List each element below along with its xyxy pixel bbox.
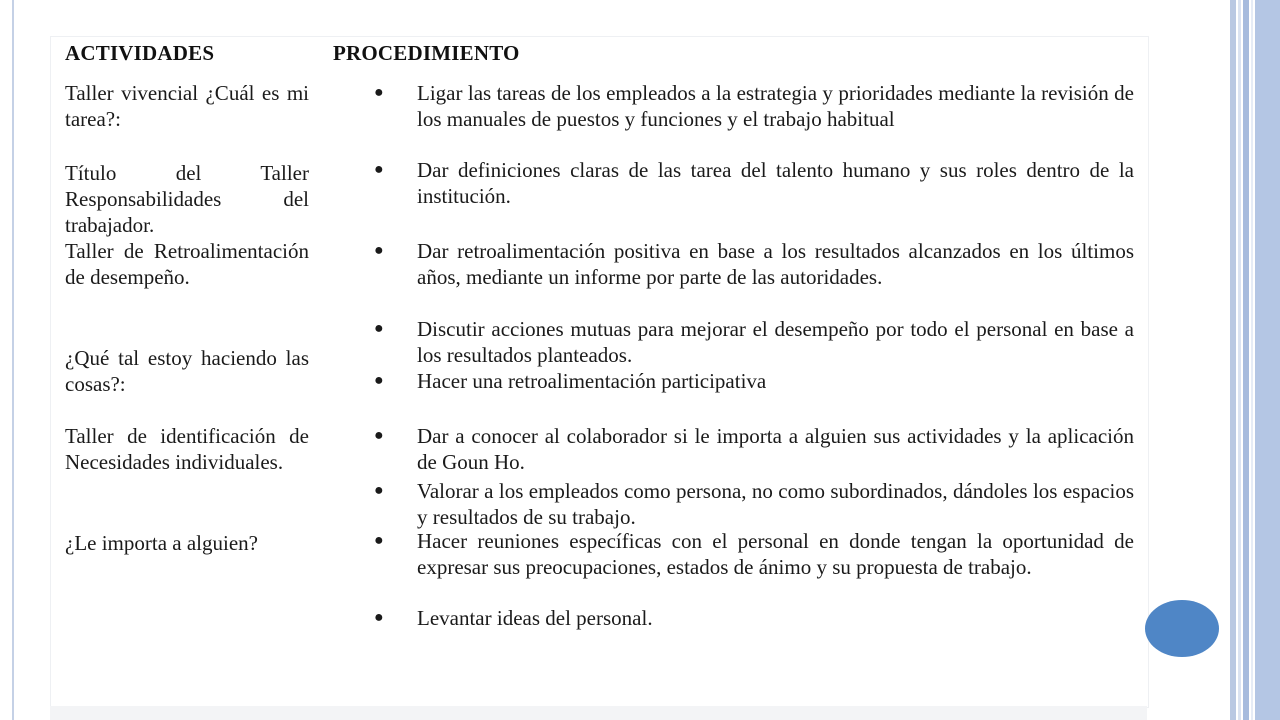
bullet-icon: ● [374, 372, 384, 389]
procedure-text: Dar retroalimentación positiva en base a los resultados alcanzados en los últimos años, mediante un informe por parte de las autoridades. [417, 239, 1134, 289]
bullet-icon: ● [374, 161, 384, 178]
procedure-text: Levantar ideas del personal. [417, 606, 653, 630]
header-procedure: PROCEDIMIENTO [333, 41, 520, 65]
bullet-icon: ● [374, 532, 384, 549]
document-bottom-shade [50, 706, 1147, 720]
slide-left-border [12, 0, 14, 720]
activity-item: Taller de Retroalimentación de desempeño. [65, 239, 309, 289]
bullet-icon: ● [374, 320, 384, 337]
procedure-text: Valorar a los empleados como persona, no como subordinados, dándoles los espacios y resultados de su trabajo. [417, 479, 1134, 529]
slide-nav-circle-button[interactable] [1145, 600, 1219, 657]
bullet-icon: ● [374, 242, 384, 259]
bullet-icon: ● [374, 482, 384, 499]
bullet-icon: ● [374, 427, 384, 444]
decor-stripe [1230, 0, 1236, 720]
decor-stripe [1255, 0, 1280, 720]
bullet-icon: ● [374, 84, 384, 101]
activity-item: Título del Taller Responsabilidades del trabajador. [65, 161, 309, 237]
activity-item: Taller de identificación de Necesidades individuales. [65, 424, 309, 474]
procedure-text: Ligar las tareas de los empleados a la estrategia y prioridades mediante la revisión de los manuales de puestos y funciones y el trabajo habitual [417, 81, 1134, 131]
procedure-text: Dar a conocer al colaborador si le importa a alguien sus actividades y la aplicación de Goun Ho. [417, 424, 1134, 474]
activity-item: ¿Qué tal estoy haciendo las cosas?: [65, 346, 309, 396]
procedure-text: Discutir acciones mutuas para mejorar el desempeño por todo el personal en base a los resultados planteados. [417, 317, 1134, 367]
header-activities: ACTIVIDADES [65, 41, 215, 65]
document-table [50, 36, 1149, 708]
bullet-icon: ● [374, 609, 384, 626]
procedure-text: Dar definiciones claras de las tarea del talento humano y sus roles dentro de la institución. [417, 158, 1134, 208]
activity-item: Taller vivencial ¿Cuál es mi tarea?: [65, 81, 309, 131]
decor-stripe [1243, 0, 1249, 720]
activity-item: ¿Le importa a alguien? [65, 531, 258, 555]
procedure-text: Hacer una retroalimentación participativa [417, 369, 767, 393]
procedure-text: Hacer reuniones específicas con el personal en donde tengan la oportunidad de expresar sus preocupaciones, estados de ánimo y su propuesta de trabajo. [417, 529, 1134, 579]
decor-stripe [1251, 0, 1253, 720]
decor-stripe [1238, 0, 1241, 720]
